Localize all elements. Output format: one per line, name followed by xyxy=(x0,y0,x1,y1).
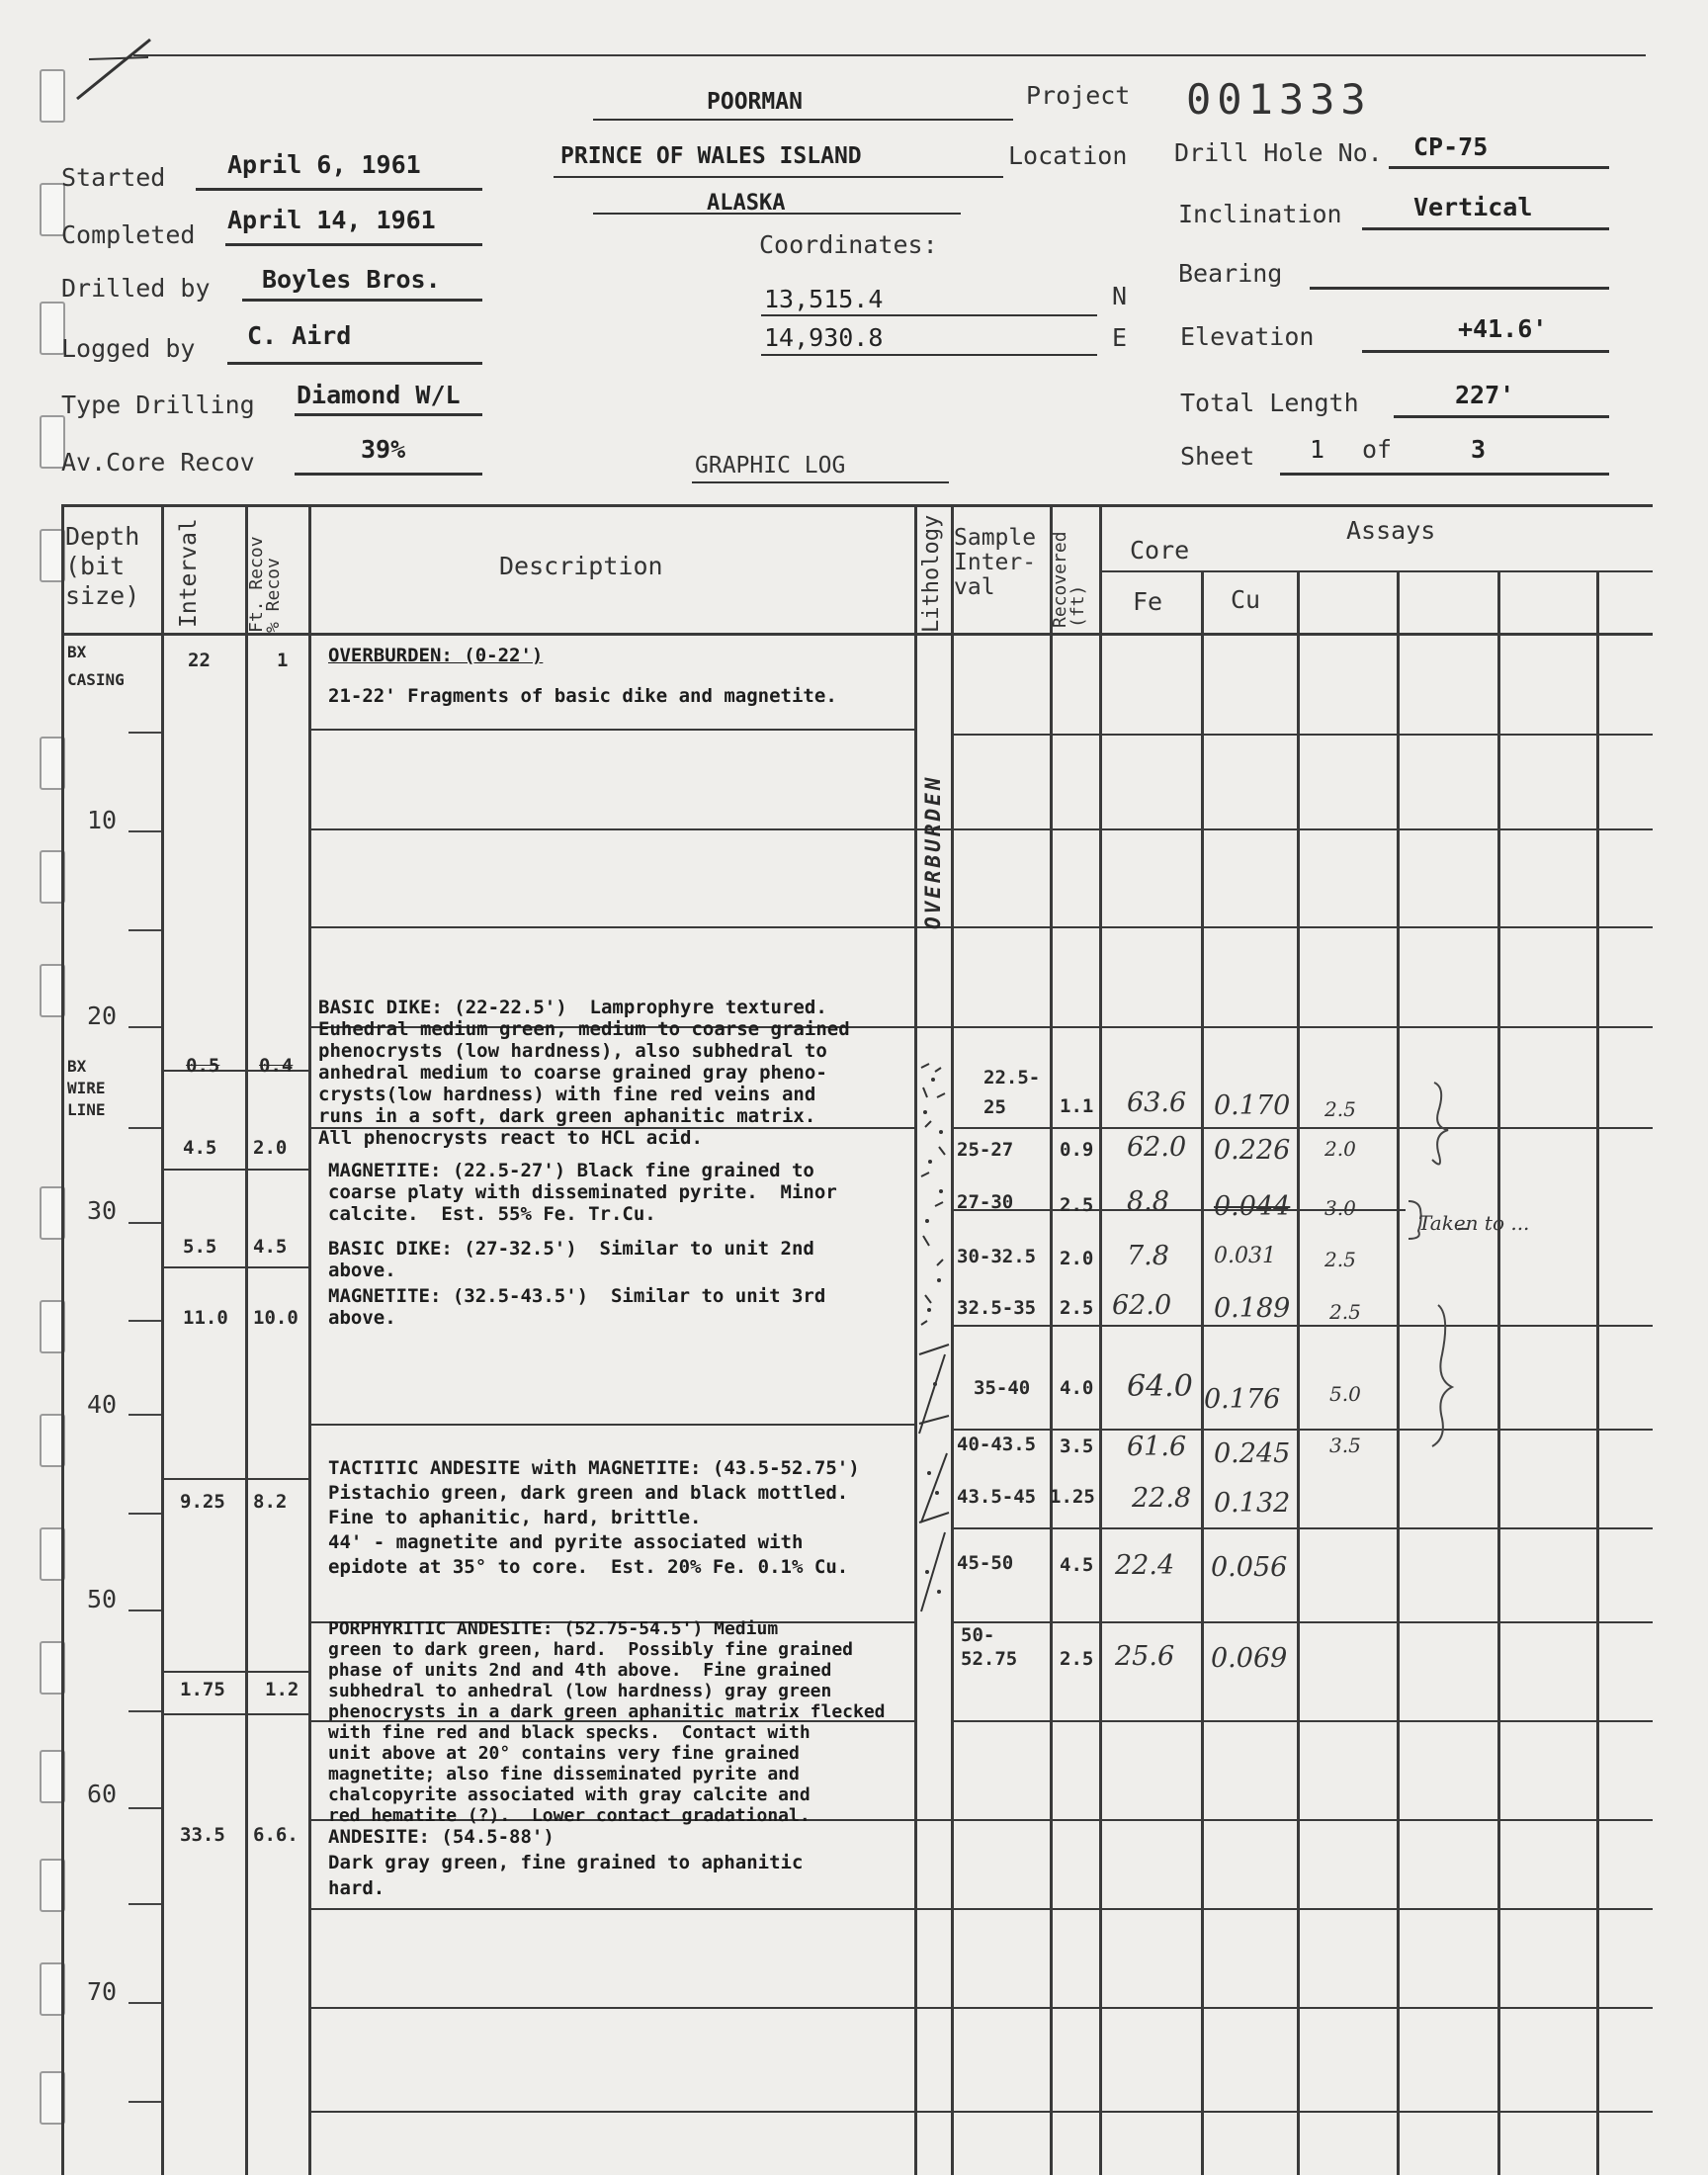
sheet-line xyxy=(1280,473,1609,476)
sample-cu: 0.132 xyxy=(1214,1488,1291,1519)
depth-tick xyxy=(128,929,161,931)
sample-assay: 2.0 xyxy=(1324,1137,1356,1161)
drilled-label: Drilled by xyxy=(61,274,211,303)
col-sample-rec xyxy=(1050,504,1053,2175)
coord-north-suffix: N xyxy=(1112,282,1128,310)
sample-recovered: 4.0 xyxy=(1060,1377,1094,1399)
drilled-value: Boyles Bros. xyxy=(262,265,441,294)
sample-cu: 0.170 xyxy=(1214,1090,1291,1121)
col-interval-recov xyxy=(245,504,248,2175)
interval-rule xyxy=(161,1671,309,1673)
recov-value: 2.0 xyxy=(253,1137,288,1159)
inclination-value: Vertical xyxy=(1413,193,1533,221)
sample-cu: 0.245 xyxy=(1214,1438,1291,1469)
col-a1-a2 xyxy=(1397,570,1400,2175)
coordinates-label: Coordinates: xyxy=(759,230,938,259)
sample-interval: 30-32.5 xyxy=(957,1246,1037,1267)
interval-value: 9.25 xyxy=(180,1491,225,1513)
lithology-overburden: OVERBURDEN xyxy=(921,774,945,929)
started-value: April 6, 1961 xyxy=(227,150,421,179)
row-rule xyxy=(951,1720,1653,1722)
desc-row-rule xyxy=(308,729,914,731)
sample-fe: 61.6 xyxy=(1127,1432,1187,1462)
logged-label: Logged by xyxy=(61,334,196,363)
sample-interval: 22.5- 25 xyxy=(983,1067,1041,1118)
sample-fe: 25.6 xyxy=(1115,1641,1175,1672)
coord-east: 14,930.8 xyxy=(764,323,884,352)
coord-east-suffix: E xyxy=(1112,323,1128,352)
depth-header: Depth (bit size) xyxy=(65,522,140,610)
header-bottom-rule xyxy=(61,633,1653,636)
project-name: POORMAN xyxy=(707,89,803,115)
row-rule xyxy=(308,2007,1653,2009)
depth-50: 50 xyxy=(87,1585,118,1613)
sample-recovered: 1.1 xyxy=(1060,1095,1094,1117)
depth-tick xyxy=(128,732,161,734)
sheet-label: Sheet xyxy=(1180,442,1255,471)
sample-interval: 32.5-35 xyxy=(957,1297,1037,1319)
sample-recovered: 0.9 xyxy=(1060,1139,1094,1161)
sample-fe: 22.4 xyxy=(1115,1550,1175,1581)
hole-line xyxy=(1389,166,1609,169)
started-label: Started xyxy=(61,163,166,192)
project-label: Project xyxy=(1026,81,1131,110)
sample-fe: 8.8 xyxy=(1127,1186,1169,1217)
elevation-value: +41.6' xyxy=(1458,314,1548,343)
depth-tick xyxy=(128,1127,161,1129)
recov-value: 1 xyxy=(277,650,289,671)
interval-value: 11.0 xyxy=(183,1307,228,1329)
col-rec-fe xyxy=(1099,504,1102,2175)
type-line xyxy=(295,413,482,416)
inclination-label: Inclination xyxy=(1178,200,1342,228)
recov-value: 6.6. xyxy=(253,1824,299,1846)
sample-recovered: 4.5 xyxy=(1060,1554,1094,1576)
top-rule xyxy=(133,54,1646,56)
depth-tick xyxy=(128,1222,161,1224)
desc-porphyritic-andesite: PORPHYRITIC ANDESITE: (52.75-54.5') Medium green to dark green, hard. Possibly fine grained phase of units 2nd and 4th above. Fine grained subhedral to anhedral (low hardness) gray green phenocrysts in a dark green aphanitic matrix flecked with fine red and black specks. Contact with unit above at 20° contains very fine grained magnetite; also fine disseminated pyrite and chalcopyrite associated with gray calcite and red hematite (?). Lower contact gradational. xyxy=(328,1618,886,1826)
row-rule xyxy=(308,926,1653,928)
drilled-line xyxy=(242,299,482,302)
bx-wire-line-label: BX WIRE LINE xyxy=(67,1057,106,1119)
location-name: PRINCE OF WALES ISLAND xyxy=(560,143,862,169)
length-value: 227' xyxy=(1455,381,1515,409)
description-header: Description xyxy=(499,552,663,580)
depth-tick xyxy=(128,1610,161,1611)
sample-recovered: 2.5 xyxy=(1060,1297,1094,1319)
depth-10: 10 xyxy=(87,806,118,834)
sample-fe: 62.0 xyxy=(1127,1132,1187,1163)
sheets-value: 3 xyxy=(1471,435,1487,464)
desc-magnetite-2: MAGNETITE: (32.5-43.5') Similar to unit 3rd above. xyxy=(328,1285,826,1329)
interval-value: 22 xyxy=(188,650,211,671)
interval-value: 33.5 xyxy=(180,1824,225,1846)
recov-value: 4.5 xyxy=(253,1236,288,1258)
depth-40: 40 xyxy=(87,1390,118,1419)
interval-header: Interval xyxy=(176,518,202,628)
sheet-of-label: of xyxy=(1362,435,1393,464)
sample-fe: 22.8 xyxy=(1132,1483,1192,1514)
sample-recovered: 2.5 xyxy=(1060,1194,1094,1216)
sample-header: Sample Inter- val xyxy=(954,525,1037,600)
depth-tick xyxy=(128,1807,161,1809)
sample-cu: 0.069 xyxy=(1211,1643,1288,1674)
desc-overburden-body: 21-22' Fragments of basic dike and magnetite. xyxy=(328,685,837,707)
elevation-line xyxy=(1362,350,1609,353)
col-recov-desc xyxy=(308,504,311,2175)
bx-casing-label: BX CASING xyxy=(67,643,125,689)
recov-value: 1.2 xyxy=(265,1679,299,1700)
sample-interval: 35-40 xyxy=(974,1377,1031,1399)
col-cu-a1 xyxy=(1297,570,1300,2175)
depth-tick xyxy=(128,2101,161,2103)
desc-tactitic-andesite: TACTITIC ANDESITE with MAGNETITE: (43.5-52.75') Pistachio green, dark green and black mottled. Fine to aphanitic, hard, brittle. 44' - magnetite and pyrite associated with epidote at 35° to core. Est. 20% Fe. 0.1% Cu. xyxy=(328,1457,860,1578)
recovered-header: Recovered (ft) xyxy=(1050,531,1088,628)
coord-north: 13,515.4 xyxy=(764,285,884,313)
depth-tick xyxy=(128,1414,161,1416)
desc-overburden-title: OVERBURDEN: (0-22') xyxy=(328,645,544,666)
started-line xyxy=(196,188,482,191)
depth-70: 70 xyxy=(87,1977,118,2006)
row-rule xyxy=(308,1424,914,1426)
assays-header: Assays xyxy=(1346,516,1436,545)
interval-rule xyxy=(161,1266,309,1268)
lithology-pattern xyxy=(915,1058,953,1730)
sample-cu: 0.189 xyxy=(1214,1293,1291,1324)
depth-tick xyxy=(128,830,161,832)
project-name-line xyxy=(593,119,1013,121)
depth-30: 30 xyxy=(87,1196,118,1225)
desc-magnetite-1: MAGNETITE: (22.5-27') Black fine grained to coarse platy with disseminated pyrite. Minor calcite. Est. 55% Fe. Tr.Cu. xyxy=(328,1160,837,1225)
sample-fe: 64.0 xyxy=(1127,1369,1193,1404)
sample-interval: 25-27 xyxy=(957,1139,1014,1161)
sample-assay: 2.5 xyxy=(1324,1248,1356,1271)
recov-value: 0.4 xyxy=(259,1055,294,1077)
sample-recovered: 3.5 xyxy=(1060,1436,1094,1457)
logged-value: C. Aird xyxy=(247,321,352,350)
cu-header: Cu xyxy=(1231,585,1261,614)
sample-assay: 3.0 xyxy=(1324,1196,1356,1220)
sample-interval: 45-50 xyxy=(957,1552,1014,1574)
graphic-log-title: GRAPHIC LOG xyxy=(695,453,846,478)
hole-label: Drill Hole No. xyxy=(1174,138,1383,167)
depth-tick xyxy=(128,1026,161,1028)
recov-value: 10.0 xyxy=(253,1307,299,1329)
sample-assay: 2.5 xyxy=(1324,1097,1356,1121)
sample-fe: 7.8 xyxy=(1127,1241,1169,1271)
interval-value: 1.75 xyxy=(180,1679,225,1700)
sample-cu: 0.056 xyxy=(1211,1552,1288,1583)
sample-cu: 0.031 xyxy=(1214,1244,1276,1268)
interval-rule xyxy=(161,1478,309,1480)
desc-andesite: ANDESITE: (54.5-88') Dark gray green, fine grained to aphanitic hard. xyxy=(328,1826,804,1899)
type-value: Diamond W/L xyxy=(297,381,461,409)
sample-assay: 2.5 xyxy=(1329,1300,1361,1324)
lithology-header: Lithology xyxy=(919,514,944,633)
row-rule xyxy=(308,2111,1653,2113)
depth-tick xyxy=(128,1903,161,1905)
recov-line xyxy=(295,473,482,476)
sample-fe: 63.6 xyxy=(1127,1088,1187,1118)
recov-value: 8.2 xyxy=(253,1491,288,1513)
sample-assay: 5.0 xyxy=(1329,1382,1361,1406)
depth-tick xyxy=(128,2002,161,2004)
sample-assay: 3.5 xyxy=(1329,1434,1361,1457)
bearing-line xyxy=(1310,287,1609,290)
depth-tick xyxy=(128,1710,161,1712)
type-label: Type Drilling xyxy=(61,391,255,419)
completed-label: Completed xyxy=(61,220,196,249)
depth-60: 60 xyxy=(87,1780,118,1808)
col-left xyxy=(61,504,64,2175)
region: ALASKA xyxy=(707,191,786,216)
completed-line xyxy=(225,243,482,246)
inclination-line xyxy=(1362,227,1609,230)
col-depth-interval xyxy=(161,504,164,2175)
row-rule xyxy=(308,828,1653,830)
assay-sub-rule xyxy=(1102,570,1653,572)
interval-value: 5.5 xyxy=(183,1236,217,1258)
recov-label: Av.Core Recov xyxy=(61,448,255,477)
interval-value: 0.5 xyxy=(186,1055,220,1077)
col-fe-cu xyxy=(1201,570,1204,2175)
table-top-rule xyxy=(61,504,1653,507)
interval-value: 4.5 xyxy=(183,1137,217,1159)
sheet-value: 1 xyxy=(1310,435,1325,464)
row-rule xyxy=(308,1908,1653,1910)
interval-rule xyxy=(161,1713,309,1715)
sample-interval: 27-30 xyxy=(957,1191,1014,1213)
region-line xyxy=(593,213,961,215)
sample-cu: 0.176 xyxy=(1204,1384,1281,1415)
pen-mark xyxy=(69,30,158,109)
project-number: 001333 xyxy=(1186,75,1372,124)
bearing-label: Bearing xyxy=(1178,259,1283,288)
location-line xyxy=(554,176,1003,178)
coord-east-line xyxy=(761,354,1097,356)
row-rule xyxy=(951,1527,1653,1529)
sample-recovered: 2.5 xyxy=(1060,1648,1094,1670)
location-label: Location xyxy=(1008,141,1128,170)
depth-20: 20 xyxy=(87,1001,118,1030)
depth-tick xyxy=(128,1513,161,1515)
recov-header: Ft. Recov % Recov xyxy=(246,536,284,633)
punch-hole xyxy=(40,69,65,123)
interval-rule xyxy=(161,1169,309,1171)
sample-fe: 62.0 xyxy=(1112,1290,1172,1321)
margin-note: Taken to ... xyxy=(1418,1211,1530,1235)
elevation-label: Elevation xyxy=(1180,322,1315,351)
coord-north-line xyxy=(761,314,1097,316)
sample-interval: 43.5-45 xyxy=(957,1486,1037,1508)
row-rule xyxy=(951,734,1653,736)
sample-interval: 50- 52.75 xyxy=(961,1624,1018,1670)
length-line xyxy=(1394,415,1609,418)
hole-value: CP-75 xyxy=(1413,132,1489,161)
row-rule xyxy=(951,1621,1653,1623)
logged-line xyxy=(227,362,482,365)
recov-value: 39% xyxy=(361,435,406,464)
depth-tick xyxy=(128,1320,161,1322)
desc-basic-dike-1: BASIC DIKE: (22-22.5') Lamprophyre textured. Euhedral medium green, medium to coarse grained phenocrysts (low hardness), also subhedral to anhedral medium to coarse grained gray pheno- crysts(low hardness) with fine red veins and runs in a soft, dark green aphanitic matrix. All phenocrysts react to HCL acid. xyxy=(318,997,850,1149)
completed-value: April 14, 1961 xyxy=(227,206,436,234)
fe-header: Fe xyxy=(1133,587,1163,616)
sample-cu: 0.226 xyxy=(1214,1135,1291,1166)
handwritten-braces xyxy=(1409,1073,1705,1478)
sample-interval: 40-43.5 xyxy=(957,1434,1037,1455)
graphic-log-line xyxy=(692,481,949,483)
sample-recovered: 1.25 xyxy=(1050,1486,1095,1508)
sample-recovered: 2.0 xyxy=(1060,1248,1094,1269)
length-label: Total Length xyxy=(1180,389,1359,417)
sample-cu: 0.044 xyxy=(1214,1191,1291,1222)
core-header: Core xyxy=(1130,536,1190,565)
desc-basic-dike-2: BASIC DIKE: (27-32.5') Similar to unit 2nd above. xyxy=(328,1238,814,1281)
